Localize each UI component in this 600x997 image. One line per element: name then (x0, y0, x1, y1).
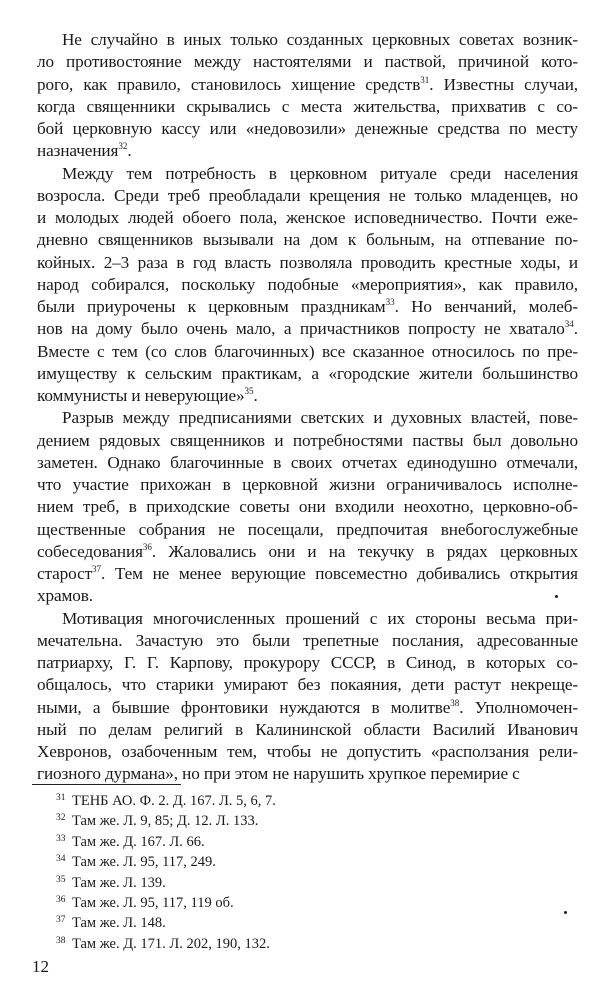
text-line: нов на дому было очень мало, а причастников попросту не хватало$^{34}$. (37, 319, 578, 339)
footnote-text: Там же. Л. 95, 117, 249. (72, 854, 216, 871)
footnote-separator (32, 784, 181, 785)
text-line: патриарху, Г. Г. Карпову, прокурору СССР, в Синод, в которых со- (37, 653, 578, 672)
footnote-item (52, 812, 552, 832)
text-line: ло противостояние между настоятелями и паствой, причиной кото- (37, 52, 578, 72)
footnote-text: ТЕНБ АО. Ф. 2. Д. 167. Л. 5, 6, 7. (72, 793, 276, 809)
text-line: возросла. Среди треб преобладали крещения не только младенцев, но (37, 185, 578, 205)
text-line: заметен. Однако благочинные в своих отчетах единодушно отмечали, (37, 452, 578, 472)
scan-artifact-speck (555, 595, 558, 598)
footnote-item (52, 792, 552, 812)
text-line: гиозного дурмана», но при этом не нарушить хрупкое перемирие с (37, 764, 520, 784)
scan-artifact-speck (564, 911, 567, 914)
paragraph (37, 163, 578, 408)
text-line: Между тем потребность в церковном ритуале среди населения (62, 163, 578, 183)
body-text (37, 29, 578, 786)
text-line: Хевронов, озабоченным тем, чтобы не допустить «расползания рели- (37, 742, 578, 761)
footnote-number: 33 (56, 833, 66, 844)
footnote-text: Там же. Л. 139. (72, 874, 166, 891)
text-line: что участие прихожан в церковной жизни ограничивалось исполне- (37, 475, 578, 494)
footnote-item (52, 935, 552, 955)
text-line: собеседования$^{36}$. Жаловались они и на текучку в рядах церковных (37, 541, 578, 561)
footnote-number: 32 (56, 813, 66, 824)
footnote-text: Там же. Д. 167. Л. 66. (72, 833, 205, 850)
text-line: Не случайно в иных только созданных церковных советах возник- (62, 30, 578, 49)
text-line: и молодых людей обоего пола, женское исповедничество. Почти еже- (37, 208, 578, 227)
text-line: Разрыв между предписаниями светских и духовных властей, пове- (62, 408, 578, 428)
footnote-item (52, 833, 552, 853)
text-line: храмов. (37, 586, 93, 606)
footnote-text: Там же. Л. 9, 85; Д. 12. Л. 133. (72, 813, 259, 830)
text-line: мечательна. Зачастую это были трепетные послания, адресованные (37, 630, 578, 650)
page-number: 12 (32, 957, 49, 976)
text-line: были приурочены к церковным праздникам$^{33}$. Но венчаний, молеб- (37, 297, 578, 316)
paragraph (37, 29, 578, 163)
text-line: щественные собрания не посещали, предпочитая внебогослужебные (37, 519, 578, 539)
text-line: нием треб, в приходские советы они входили неохотно, церковно-об- (37, 497, 578, 517)
text-line: коммунисты и неверующие»$^{35}$. (37, 386, 258, 405)
footnote-reference[interactable]: 31 (420, 74, 430, 85)
footnotes-list (52, 792, 552, 955)
text-line: бой церковную кассу или «недовозили» денежные средства по месту (37, 119, 578, 138)
footnote-reference[interactable]: 33 (385, 297, 395, 307)
footnote-text: Там же. Л. 95, 117, 119 об. (72, 895, 234, 912)
footnote-item (52, 914, 552, 934)
footnote-number: 31 (56, 793, 66, 803)
footnote-number: 34 (56, 854, 66, 865)
text-line: ными, а бывшие фронтовики нуждаются в молитве$^{38}$. Уполномочен- (37, 697, 578, 717)
footnote-reference[interactable]: 36 (142, 541, 152, 552)
footnote-text: Там же. Л. 148. (72, 915, 166, 932)
footnote-item (52, 853, 552, 873)
text-line: дением рядовых священников и потребностями паствы был довольно (37, 430, 578, 450)
text-line: Мотивация многочисленных прошений с их стороны весьма при- (62, 608, 578, 628)
footnote-text: Там же. Д. 171. Л. 202, 190, 132. (72, 935, 270, 952)
footnote-reference[interactable]: 38 (450, 697, 460, 708)
text-line: когда священники скрывались с места жительства, прихватив с со- (37, 96, 578, 116)
text-line: народ собирался, поскольку подобные «мероприятия», как правило, (37, 274, 578, 294)
text-line: старост$^{37}$. Тем не менее верующие повсеместно добивались открытия (37, 564, 578, 583)
text-line: общалось, что старики умирают без покаяния, дети растут некреще- (37, 675, 578, 695)
text-line: дневно священников вызывали на дом к больным, на отпевание по- (37, 230, 578, 250)
footnote-number: 37 (56, 915, 66, 926)
footnote-reference[interactable]: 37 (92, 564, 102, 574)
text-line: койных. 2–3 раза в год власть позволяла проводить крестные ходы, и (37, 252, 578, 272)
footnote-item (52, 894, 552, 914)
text-line: рого, как правило, становилось хищение средств$^{31}$. Известны случаи, (37, 74, 578, 94)
text-line: Вместе с тем (со слов благочинных) все сказанное относилось по пре- (37, 341, 578, 361)
paragraph (37, 407, 578, 607)
footnote-item (52, 874, 552, 894)
footnote-reference[interactable]: 34 (564, 319, 574, 330)
footnote-number: 38 (56, 935, 66, 946)
footnote-reference[interactable]: 35 (244, 386, 254, 396)
footnote-number: 35 (56, 874, 66, 885)
footnote-number: 36 (56, 895, 66, 906)
text-line: назначения$^{32}$. (37, 141, 132, 161)
paragraph (37, 608, 578, 786)
footnote-reference[interactable]: 32 (118, 141, 128, 152)
text-line: ный по делам религий в Калининской области Василий Иванович (37, 719, 578, 739)
text-line: имуществу к сельским практикам, а «городские жители большинство (37, 363, 578, 383)
